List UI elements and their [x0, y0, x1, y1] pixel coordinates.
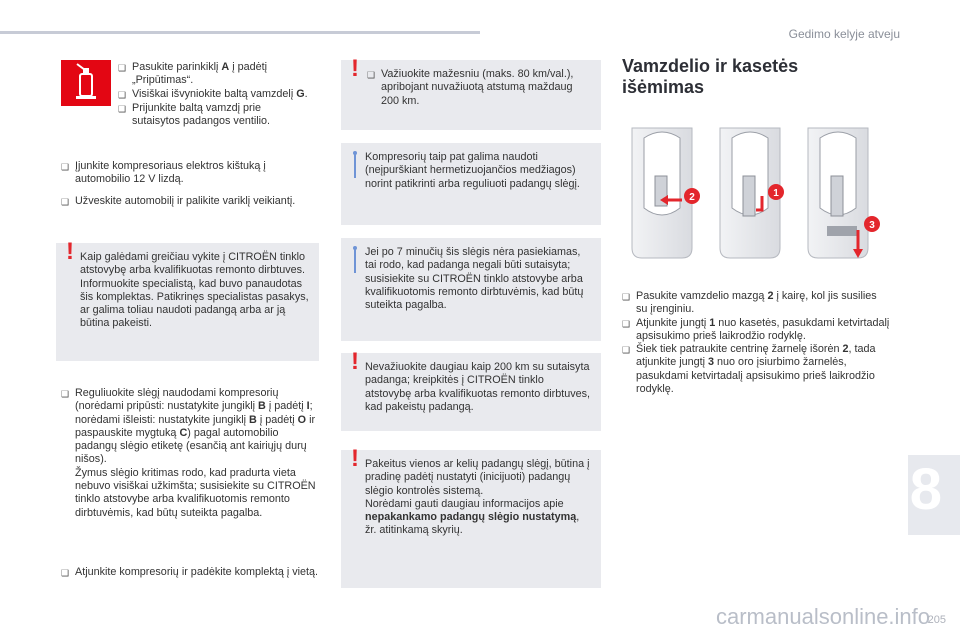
- list-item: ❑ Važiuokite mažesniu (maks. 80 km/val.), apribojant nuvažiuotą atstumą maždaug 200 km.: [367, 68, 574, 107]
- list-item: ❑ Užveskite automobilį ir palikite variklį veikiantį.: [61, 195, 316, 209]
- bullet-marker: ❑: [622, 345, 631, 356]
- bullet-marker: ❑: [367, 70, 376, 80]
- list-item: ❑ Reguliuokite slėgį naudodami kompresorių (norėdami pripūsti: nustatykite jungiklį B į padėtį I; norėdami išleisti: nustatykite jungiklį B į padėtį O ir paspauskite mygtuką C) pagal automobilio padangų slėgio etiketę (esančią ant kairiųjų durų nišos). Žymus slėgio kritimas rodo, kad pradurta vieta nebuvo visiškai užkimšta; susisiekite su CITROËN tinklo atstovybe arba kvalifikuotomis remonto dirbtuvėmis, kad būtų suteikta pagalba.: [61, 387, 316, 519]
- warning-icon: !: [351, 348, 359, 375]
- bullet-marker: ❑: [61, 196, 70, 207]
- info-box-compressor: [341, 143, 601, 225]
- watermark: carmanualsonline.info: [716, 604, 931, 629]
- warning-box-visit-dealer: ! Kaip galėdami greičiau vykite į CITROËN tinklo atstovybę arba kvalifikuotas remonto dirbtuves. Informuokite specialistą, kad buvo panaudotas šis komplektas. Patikrinęs specialistas pasakys, ar galima toliau naudoti padangą arba ar ją būtina pakeisti.: [56, 243, 319, 361]
- bullet-marker: ❑: [118, 63, 127, 73]
- box-text: Jei po 7 minučių šis slėgis nėra pasiekiamas, tai rodo, kad padanga negali būti sutaisyta; susisiekite su CITROËN tinklo atstovybe arba kvalifikuotomis remonto dirbtuvėmis, kad būtų suteikta pagalba.: [365, 246, 584, 312]
- list-item: ❑ Pasukite vamzdelio mazgą 2 į kairę, kol jis susilies su įrenginiu.: [622, 290, 877, 316]
- list-item: ❑ Šiek tiek patraukite centrinę žarnelę išorėn 2, tada atjunkite jungtį 3 nuo oro įsiurbimo žarnelės, pasukdami ketvirtadalį apsisukimo prieš laikrodžio rodyklę.: [622, 343, 876, 396]
- bullet-marker: ❑: [61, 162, 70, 172]
- step-pressure: [61, 387, 319, 520]
- warning-box-speed: [341, 55, 601, 130]
- list-item: ❑ Pasukite parinkiklį A į padėtį „Pripūtimas“.: [118, 61, 268, 87]
- list-item: ❑ Atjunkite jungtį 1 nuo kasetės, pasukdami ketvirtadalį apsisukimo prieš laikrodžio rodyklę.: [622, 316, 890, 342]
- bullet-marker: ❑: [622, 318, 631, 329]
- bullet-marker: ❑: [61, 389, 70, 399]
- list-item: ❑ Įjunkite kompresoriaus elektros kištuką į automobilio 12 V lizdą.: [61, 160, 266, 186]
- warning-icon: !: [351, 445, 359, 472]
- list-item: ❑ Prijunkite baltą vamzdį prie sutaisytos padangos ventilio.: [118, 101, 271, 128]
- callout-1: 1: [773, 188, 779, 199]
- bullet-marker: ❑: [118, 89, 127, 100]
- steps-a: [61, 160, 316, 209]
- header-rule: [0, 31, 480, 34]
- section-heading: Vamzdelio ir kasetės išėmimas: [622, 56, 799, 97]
- list-item: ❑ Atjunkite kompresorių ir padėkite komplektą į vietą.: [61, 566, 319, 580]
- bullet-marker: ❑: [61, 568, 70, 578]
- list-item: ❑ Visiškai išvyniokite baltą vamzdelį G.: [118, 88, 308, 102]
- info-box-seven-minutes: [341, 238, 601, 341]
- warning-icon: !: [66, 238, 74, 265]
- bullet-marker: ❑: [622, 292, 631, 302]
- page-number: 205: [927, 614, 946, 626]
- box-text: Kompresorių taip pat galima naudoti (neįpurškiant hermetizuojančios medžiagos) norint patikrinti arba reguliuoti padangų slėgį.: [365, 151, 580, 190]
- warning-box-tpms-reset: ! Pakeitus vienos ar kelių padangų slėgį, būtina į pradinę padėtį nustatyti (inicijuoti) padangų slėgio kontrolės sistemą. Norėdami gauti daugiau informacijos apie nepakankamo padangų slėgio nustatymą, žr. atitinkamą skyrių.: [341, 450, 601, 588]
- callout-2: 2: [689, 192, 695, 203]
- warning-icon: !: [351, 55, 359, 82]
- section-title: Gedimo kelyje atveju: [788, 27, 900, 41]
- chapter-number: 8: [909, 457, 942, 522]
- box-text: Nevažiuokite daugiau kaip 200 km su sutaisyta padanga; kreipkitės į CITROËN tinklo atstovybę arba kvalifikuotas remonto dirbtuves, kad pakeistų padangą.: [365, 361, 591, 413]
- step-store: [61, 566, 319, 580]
- hose-removal-illustration: [622, 118, 890, 274]
- bullet-marker: ❑: [118, 103, 127, 114]
- icon-steps: [118, 61, 308, 128]
- callout-3: 3: [869, 220, 875, 231]
- warning-box-200km: [341, 348, 601, 431]
- removal-steps: [622, 290, 890, 396]
- compressor-mode-icon: [61, 60, 111, 106]
